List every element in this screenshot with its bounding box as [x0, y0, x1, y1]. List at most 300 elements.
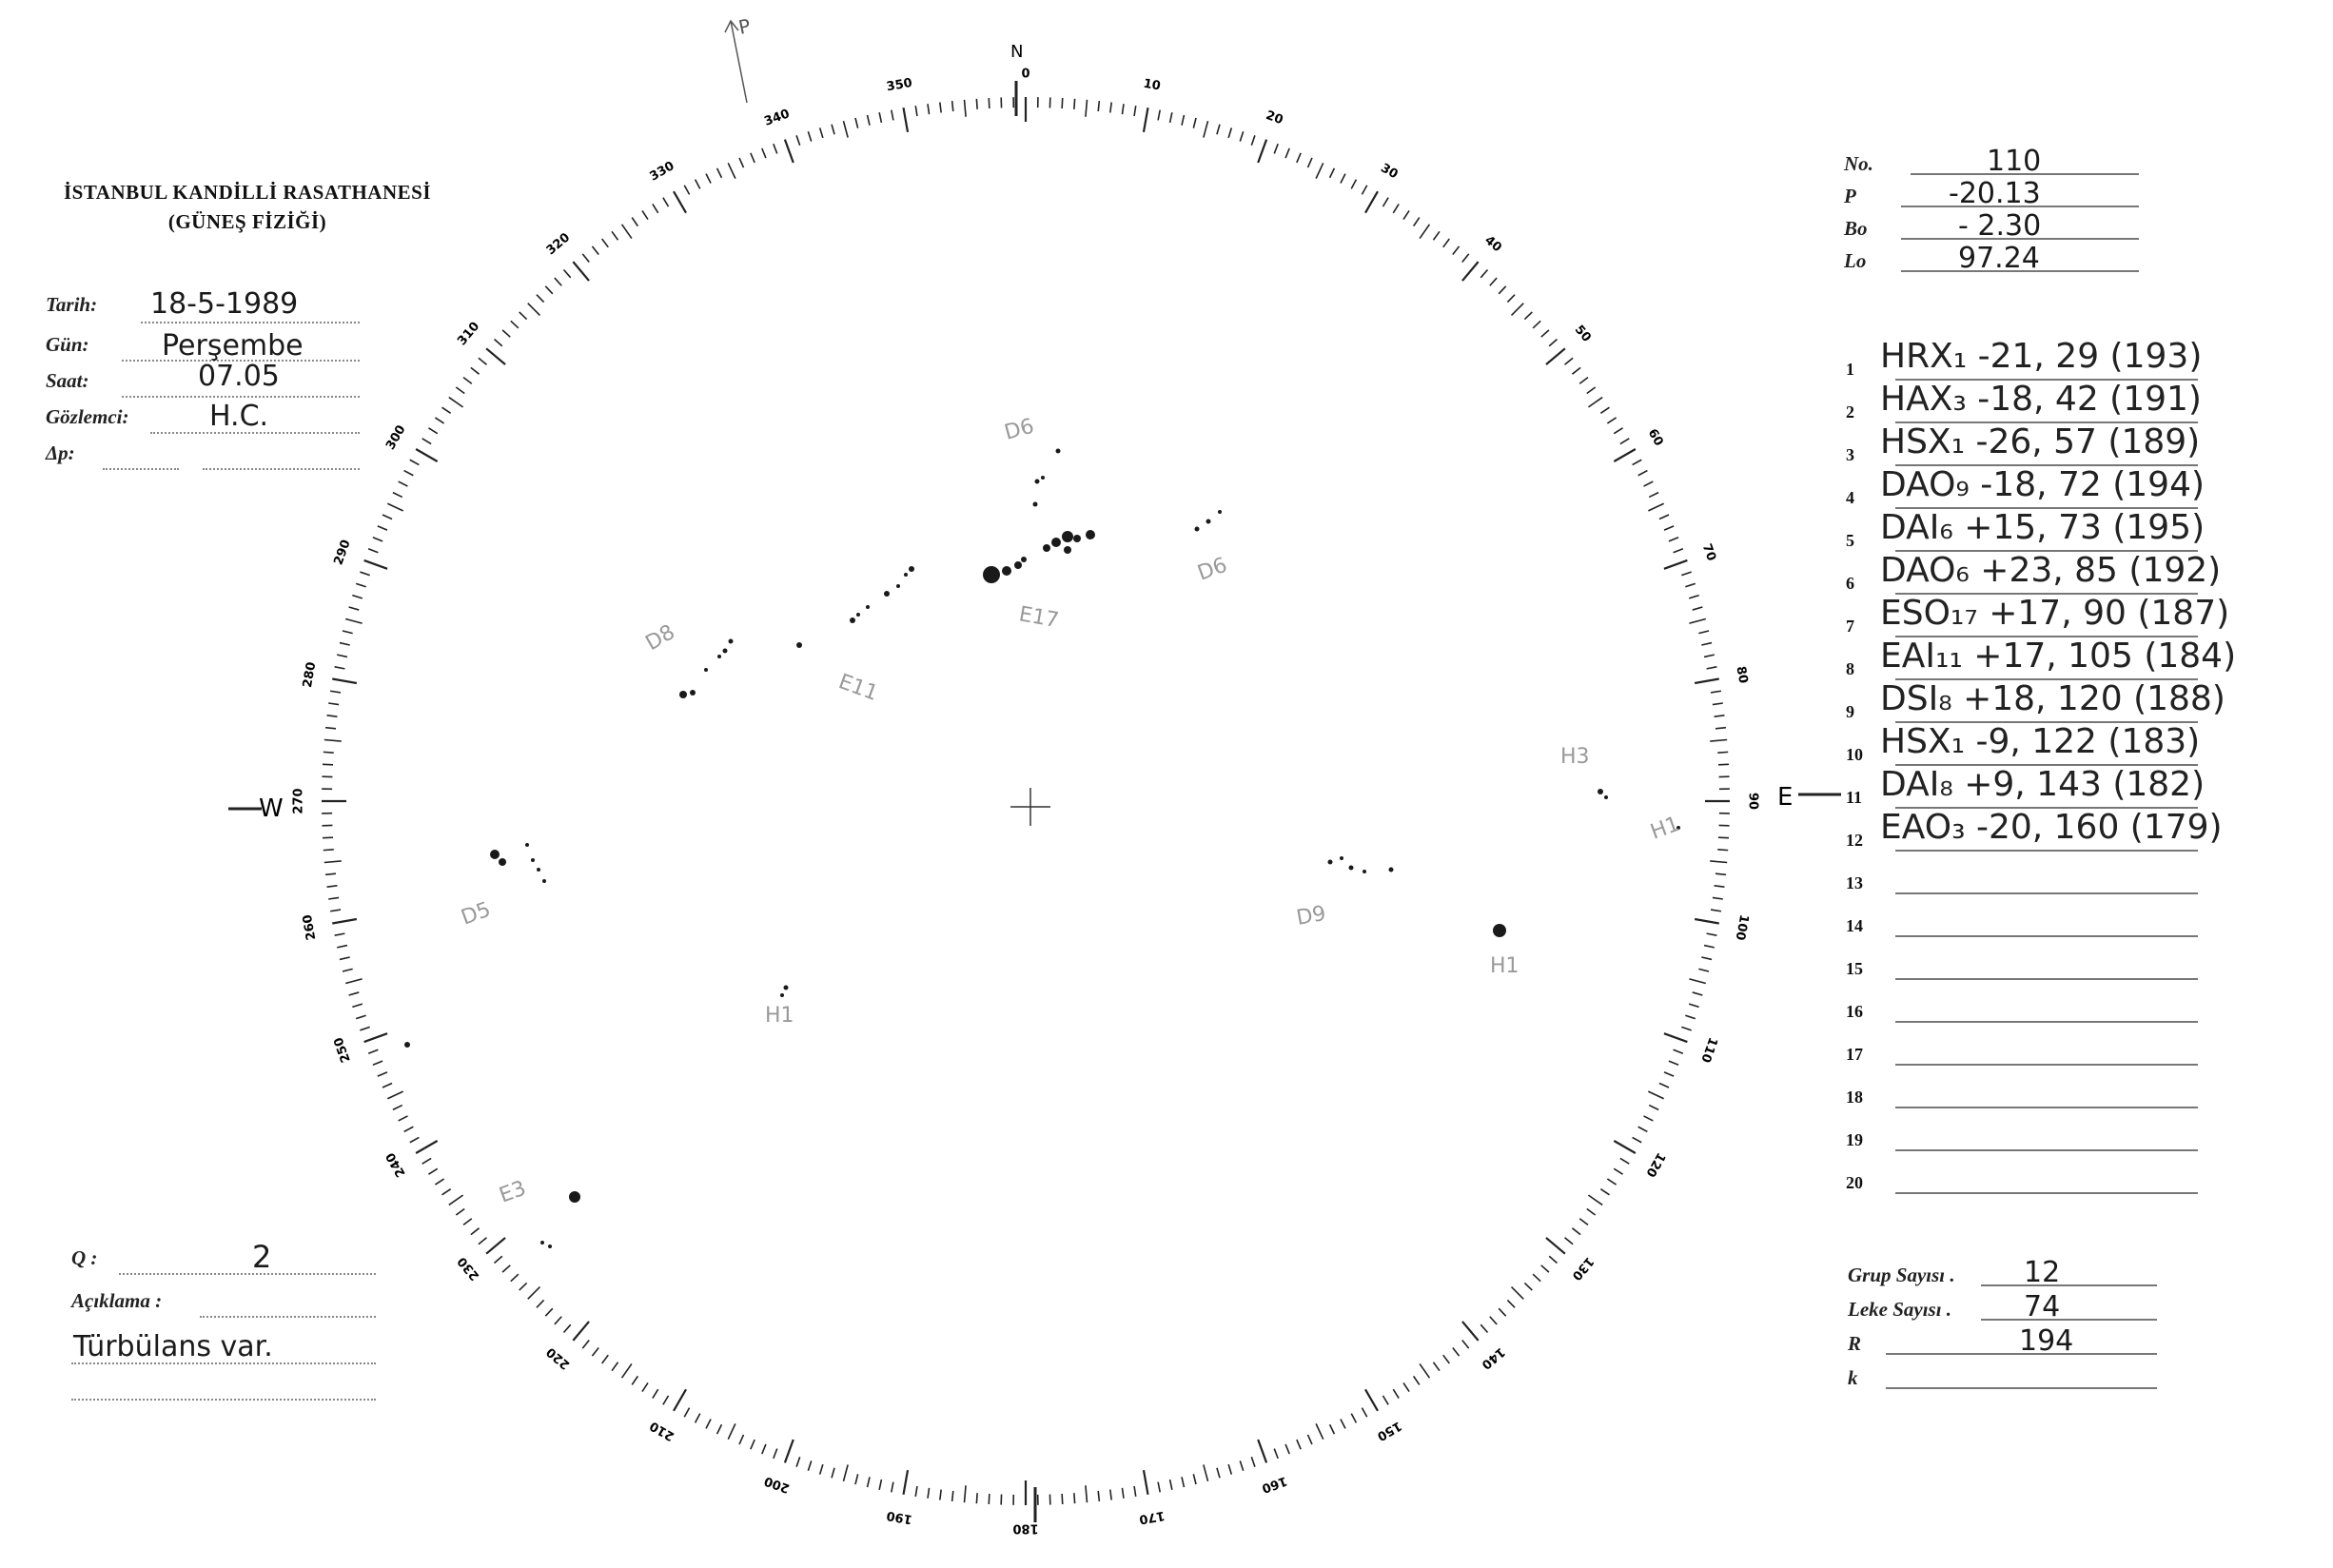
- scale-tick: [1204, 121, 1208, 137]
- scale-tick: [1704, 655, 1715, 657]
- scale-tick: [965, 100, 967, 117]
- scale-tick: [717, 1424, 722, 1434]
- observatory-dept: (GÜNEŞ FİZİĞİ): [167, 210, 327, 233]
- scale-tick: [1664, 526, 1674, 530]
- sunspot: [856, 613, 860, 617]
- scale-tick: [1565, 1238, 1574, 1245]
- scale-tick: [1144, 108, 1148, 132]
- scale-tick: [428, 1168, 437, 1174]
- sunspot-group-label: H3: [1560, 745, 1590, 769]
- scale-tick: [368, 1049, 378, 1053]
- scale-tick: [904, 108, 909, 132]
- sunspot: [1206, 519, 1211, 524]
- sunspot-group-label: E17: [1016, 602, 1061, 634]
- scale-tick: [325, 873, 336, 874]
- scale-tick: [1695, 679, 1719, 684]
- scale-tick: [1182, 115, 1184, 126]
- scale-tick: [1549, 1256, 1557, 1263]
- scale-tick: [728, 163, 735, 178]
- scale-tick: [1403, 1382, 1409, 1391]
- scale-tick: [674, 1389, 686, 1411]
- scale-tick: [1587, 387, 1596, 393]
- scale-tick: [520, 1283, 527, 1290]
- scale-tick: [1713, 897, 1723, 899]
- scale-tick: [1098, 1491, 1099, 1501]
- note-label: Açıklama :: [71, 1289, 163, 1312]
- scale-tick: [1490, 278, 1497, 285]
- degree-label: 30: [1378, 161, 1401, 183]
- degree-label: 220: [543, 1343, 574, 1372]
- scale-tick: [928, 104, 930, 114]
- scale-tick: [1565, 358, 1574, 364]
- scale-tick: [422, 1158, 431, 1164]
- sunspot: [1389, 868, 1394, 872]
- scale-tick: [832, 125, 834, 135]
- scale-tick: [360, 1027, 369, 1030]
- degree-label: 260: [300, 913, 320, 942]
- scale-tick: [1110, 103, 1111, 113]
- k-label: k: [1848, 1366, 1858, 1389]
- scale-tick: [387, 503, 402, 511]
- scale-tick: [684, 186, 689, 195]
- sunspot: [1328, 860, 1333, 865]
- sunspot: [780, 993, 784, 997]
- degree-label: 340: [762, 107, 793, 129]
- scale-tick: [356, 1015, 365, 1018]
- group-row-text: EAO₃ -20, 160 (179): [1880, 808, 2223, 847]
- scale-tick: [832, 1468, 834, 1479]
- scale-tick: [1074, 1493, 1075, 1503]
- scale-tick: [528, 1287, 540, 1300]
- scale-tick: [1170, 1480, 1172, 1490]
- scale-tick: [356, 583, 365, 586]
- scale-tick: [368, 549, 378, 553]
- scale-tick: [1382, 1396, 1388, 1404]
- scale-tick: [785, 1440, 794, 1462]
- scale-tick: [1648, 503, 1663, 511]
- scale-tick: [479, 358, 487, 364]
- scale-tick: [820, 1464, 823, 1475]
- group-row-number: 8: [1846, 659, 1854, 678]
- scale-tick: [879, 112, 881, 123]
- q-label: Q :: [71, 1246, 98, 1269]
- scale-tick: [387, 1091, 402, 1099]
- scale-tick: [343, 631, 353, 634]
- day-value: Perşembe: [162, 329, 304, 363]
- scale-tick: [717, 168, 722, 178]
- scale-tick: [1693, 992, 1703, 995]
- observatory-name: İSTANBUL KANDİLLİ RASATHANESİ: [64, 181, 431, 204]
- degree-label: 310: [455, 319, 483, 349]
- scale-tick: [843, 121, 848, 137]
- scale-tick: [976, 1493, 977, 1503]
- delta-p-label: Δp:: [46, 441, 75, 464]
- group-row-number: 13: [1846, 873, 1863, 892]
- group-row-text: EAI₁₁ +17, 105 (184): [1880, 637, 2237, 676]
- degree-label: 90: [1745, 792, 1760, 811]
- scale-tick: [1644, 1116, 1654, 1121]
- scale-tick: [349, 992, 360, 995]
- scale-tick: [330, 910, 341, 911]
- scale-tick: [1122, 1488, 1124, 1499]
- scale-tick: [332, 919, 357, 924]
- sunspot: [1043, 544, 1050, 552]
- degree-label: 70: [1698, 541, 1719, 563]
- sunspot: [1349, 866, 1354, 871]
- scale-tick: [1414, 1376, 1420, 1384]
- degree-label: 320: [543, 230, 574, 259]
- scale-tick: [1251, 1457, 1255, 1466]
- scale-tick: [1614, 449, 1636, 461]
- r-label: R: [1848, 1332, 1862, 1355]
- scale-tick: [1649, 493, 1658, 498]
- scale-tick: [1674, 1049, 1683, 1053]
- scale-tick: [1644, 481, 1654, 486]
- scale-tick: [456, 387, 464, 393]
- scale-tick: [904, 1470, 909, 1495]
- scale-tick: [1707, 667, 1717, 669]
- sunspot: [796, 642, 802, 648]
- sunspot: [690, 690, 696, 696]
- degree-label: 40: [1481, 233, 1504, 256]
- scale-tick: [1620, 439, 1629, 444]
- scale-tick: [1588, 1195, 1602, 1205]
- observer-value: H.C.: [209, 400, 269, 433]
- scale-tick: [364, 560, 387, 569]
- scale-tick: [1297, 153, 1301, 163]
- scale-tick: [940, 103, 941, 113]
- scale-tick: [1715, 873, 1726, 874]
- scale-tick: [762, 1444, 766, 1454]
- scale-tick: [1710, 861, 1727, 863]
- scale-tick: [449, 398, 463, 407]
- scale-tick: [352, 596, 363, 598]
- scale-tick: [1251, 135, 1255, 145]
- scale-tick: [928, 1488, 930, 1499]
- scale-tick: [1710, 740, 1727, 742]
- scale-tick: [1193, 118, 1196, 128]
- scale-tick: [327, 886, 338, 887]
- degree-label: 140: [1478, 1343, 1508, 1372]
- degree-label: 350: [885, 75, 913, 95]
- group-row-number: 12: [1846, 831, 1863, 850]
- group-row-number: 2: [1846, 402, 1854, 421]
- sunspot-group-label: D5: [458, 897, 495, 931]
- scale-tick: [1122, 104, 1124, 114]
- scale-tick: [855, 118, 858, 128]
- sunspot: [531, 858, 535, 862]
- scale-tick: [1664, 1033, 1687, 1042]
- scale-tick: [1512, 304, 1524, 316]
- scale-tick: [952, 101, 953, 111]
- scale-tick: [324, 861, 342, 863]
- scale-tick: [555, 278, 561, 285]
- scale-tick: [1681, 1027, 1691, 1030]
- degree-label: 0: [1021, 67, 1030, 82]
- sunspot-group-label: D9: [1294, 901, 1328, 931]
- scale-tick: [1193, 1474, 1196, 1484]
- sunspot-marks: [404, 449, 1680, 1249]
- scale-tick: [774, 144, 777, 153]
- group-row-text: HSX₁ -26, 57 (189): [1880, 422, 2201, 461]
- bo-value: - 2.30: [1958, 209, 2042, 243]
- scale-tick: [1453, 246, 1460, 255]
- degree-label: 170: [1138, 1507, 1166, 1527]
- sunspot-group-label: D6: [1194, 553, 1231, 586]
- scale-tick: [1549, 340, 1557, 346]
- sunspot: [904, 573, 908, 577]
- sunspot: [679, 691, 687, 698]
- degree-label: 110: [1697, 1034, 1720, 1065]
- scale-tick: [1572, 367, 1580, 374]
- scale-tick: [1669, 1061, 1678, 1065]
- group-count-label: Grup Sayısı .: [1848, 1264, 1955, 1286]
- scale-tick: [602, 239, 609, 247]
- scale-tick: [323, 764, 333, 765]
- east-label: E: [1777, 783, 1794, 812]
- degree-label: 190: [885, 1507, 913, 1527]
- scale-tick: [1297, 1440, 1301, 1449]
- scale-tick: [774, 1449, 777, 1459]
- scale-tick: [1217, 125, 1220, 135]
- p-label: P: [1844, 185, 1856, 207]
- group-row-text: DSI₈ +18, 120 (188): [1880, 679, 2225, 718]
- scale-tick: [1228, 1464, 1231, 1475]
- group-row-number: 10: [1846, 745, 1863, 764]
- scale-tick: [1681, 572, 1691, 576]
- scale-tick: [349, 607, 360, 610]
- scale-tick: [335, 933, 345, 935]
- scale-tick: [1453, 1347, 1460, 1356]
- degree-label: 180: [1012, 1520, 1039, 1536]
- group-row-number: 3: [1846, 445, 1854, 464]
- sunspot: [548, 1245, 552, 1248]
- scale-tick: [337, 655, 347, 657]
- scale-tick: [328, 897, 339, 899]
- lo-label: Lo: [1844, 249, 1867, 272]
- scale-tick: [325, 728, 336, 729]
- sunspot: [909, 566, 914, 572]
- sunspot: [1086, 530, 1095, 539]
- scale-tick: [456, 1208, 464, 1214]
- scale-tick: [1316, 163, 1323, 178]
- scale-tick: [1285, 148, 1289, 158]
- scale-tick: [1701, 957, 1712, 959]
- scale-tick: [1546, 1238, 1565, 1254]
- scale-tick: [337, 946, 347, 948]
- pole-label: P: [736, 13, 753, 39]
- scale-tick: [1572, 1228, 1580, 1235]
- scale-tick: [1330, 1424, 1335, 1434]
- scale-tick: [1711, 910, 1721, 911]
- scale-tick: [373, 1061, 382, 1065]
- scale-tick: [1649, 1106, 1658, 1110]
- sunspot: [1493, 924, 1506, 937]
- scale-tick: [330, 691, 341, 693]
- number-label: No.: [1844, 152, 1873, 175]
- scale-tick: [393, 493, 402, 498]
- group-row-number: 18: [1846, 1088, 1863, 1107]
- scale-tick: [323, 752, 334, 753]
- scale-tick: [1579, 1219, 1588, 1225]
- scale-tick: [1695, 919, 1719, 924]
- scale-tick: [1144, 1470, 1148, 1495]
- scale-tick: [373, 538, 382, 541]
- scale-tick: [378, 1072, 387, 1076]
- r-value: 194: [2019, 1324, 2074, 1358]
- scale-tick: [1685, 583, 1695, 586]
- scale-tick: [1620, 1158, 1629, 1164]
- scale-tick: [915, 1486, 917, 1497]
- group-row-number: 1: [1846, 360, 1854, 379]
- scale-tick: [1480, 1324, 1487, 1332]
- scale-tick: [622, 225, 632, 239]
- scale-tick: [404, 471, 414, 476]
- scale-tick: [706, 174, 711, 184]
- scale-tick: [511, 321, 519, 328]
- scale-tick: [808, 131, 811, 141]
- degree-label: 100: [1732, 913, 1752, 942]
- scale-tick: [511, 1274, 519, 1282]
- scale-tick: [564, 270, 571, 278]
- observer-label: Gözlemci:: [46, 405, 129, 428]
- scale-tick: [1541, 1265, 1549, 1272]
- degree-label: 10: [1142, 76, 1162, 94]
- scale-tick: [1480, 270, 1487, 278]
- scale-tick: [1086, 100, 1088, 117]
- scale-tick: [855, 1474, 858, 1484]
- time-value: 07.05: [198, 360, 280, 393]
- scale-tick: [416, 1141, 438, 1153]
- degree-label: 60: [1644, 426, 1666, 449]
- group-row-number: 7: [1846, 617, 1854, 636]
- scale-tick: [1228, 127, 1231, 138]
- sunspot: [1051, 538, 1061, 547]
- scale-tick: [1462, 1322, 1479, 1341]
- scale-tick: [892, 110, 893, 121]
- scale-tick: [1713, 703, 1723, 705]
- scale-tick: [1600, 407, 1609, 413]
- scale-tick: [442, 1189, 451, 1195]
- scale-tick: [502, 1265, 510, 1272]
- scale-tick: [545, 1308, 553, 1316]
- scale-tick: [1462, 262, 1479, 281]
- scale-tick: [1715, 715, 1725, 716]
- scale-tick: [340, 957, 350, 959]
- degree-label: 290: [331, 538, 354, 568]
- scale-tick: [1541, 330, 1549, 337]
- time-label: Saat:: [46, 369, 89, 392]
- sunspot: [1064, 546, 1071, 554]
- scale-tick: [622, 1363, 632, 1378]
- sunspot: [884, 591, 890, 597]
- scale-tick: [1393, 1389, 1399, 1398]
- scale-tick: [345, 618, 362, 623]
- sunspot-group-label: E11: [834, 670, 881, 706]
- scale-tick: [1134, 106, 1136, 116]
- scale-tick: [1614, 1141, 1636, 1153]
- sunspot: [1073, 535, 1081, 542]
- scale-tick: [1689, 596, 1699, 598]
- scale-tick: [471, 1228, 480, 1235]
- scale-tick: [1274, 144, 1278, 153]
- scale-tick: [323, 837, 333, 838]
- scale-tick: [1074, 99, 1075, 109]
- group-row-text: DAI₆ +15, 73 (195): [1880, 508, 2206, 547]
- date-label: Tarih:: [46, 293, 98, 316]
- scale-tick: [1240, 1460, 1243, 1470]
- group-row-number: 4: [1846, 488, 1854, 507]
- scale-tick: [879, 1480, 881, 1490]
- group-row-text: ESO₁₇ +17, 90 (187): [1880, 594, 2230, 633]
- scale-tick: [965, 1485, 967, 1502]
- scale-tick: [940, 1490, 941, 1500]
- scale-tick: [1341, 1420, 1345, 1429]
- degree-label: 200: [762, 1473, 793, 1496]
- group-row-number: 5: [1846, 531, 1854, 550]
- scale-tick: [1158, 110, 1160, 121]
- scale-tick: [1659, 515, 1669, 519]
- scale-tick: [796, 1457, 800, 1466]
- scale-tick: [343, 969, 353, 971]
- scale-tick: [1110, 1490, 1111, 1500]
- scale-tick: [1443, 239, 1450, 247]
- p-value: -20.13: [1949, 177, 2041, 210]
- sunspot: [1195, 527, 1200, 532]
- scale-tick: [364, 1033, 387, 1042]
- sunspot: [1041, 476, 1045, 480]
- scale-tick: [1433, 231, 1439, 240]
- spot-count-label: Leke Sayısı .: [1848, 1298, 1952, 1321]
- scale-tick: [1524, 1283, 1532, 1290]
- scale-tick: [751, 1440, 755, 1449]
- scale-tick: [435, 418, 443, 423]
- scale-tick: [1664, 560, 1687, 569]
- scale-tick: [1403, 210, 1409, 219]
- sunspot: [1056, 449, 1061, 454]
- scale-tick: [1659, 1084, 1669, 1088]
- sunspot: [866, 605, 870, 609]
- scale-tick: [653, 1389, 658, 1398]
- sunspot-group-label: H1: [1490, 954, 1519, 978]
- scale-tick: [352, 1004, 363, 1007]
- scale-tick: [1701, 643, 1712, 645]
- scale-tick: [1607, 418, 1616, 423]
- scale-tick: [1362, 186, 1366, 195]
- scale-tick: [486, 348, 505, 364]
- scale-tick: [495, 1256, 502, 1263]
- scale-tick: [1633, 460, 1642, 464]
- sunspot: [784, 986, 789, 990]
- sunspot: [1062, 531, 1073, 542]
- scale-tick: [528, 304, 540, 316]
- scale-tick: [1285, 1444, 1289, 1454]
- scale-tick: [1507, 1300, 1515, 1307]
- scale-tick: [1669, 538, 1678, 541]
- scale-tick: [1499, 1308, 1506, 1316]
- scale-tick: [762, 148, 766, 158]
- scale-tick: [1524, 312, 1532, 320]
- scale-tick: [915, 106, 917, 116]
- scale-tick: [323, 850, 334, 851]
- scale-tick: [1607, 1179, 1616, 1185]
- scale-tick: [868, 1477, 870, 1487]
- sunspot: [1340, 856, 1343, 860]
- scale-tick: [785, 140, 794, 163]
- degree-label: 270: [291, 788, 306, 814]
- scale-tick: [520, 312, 527, 320]
- sunspot: [850, 617, 855, 623]
